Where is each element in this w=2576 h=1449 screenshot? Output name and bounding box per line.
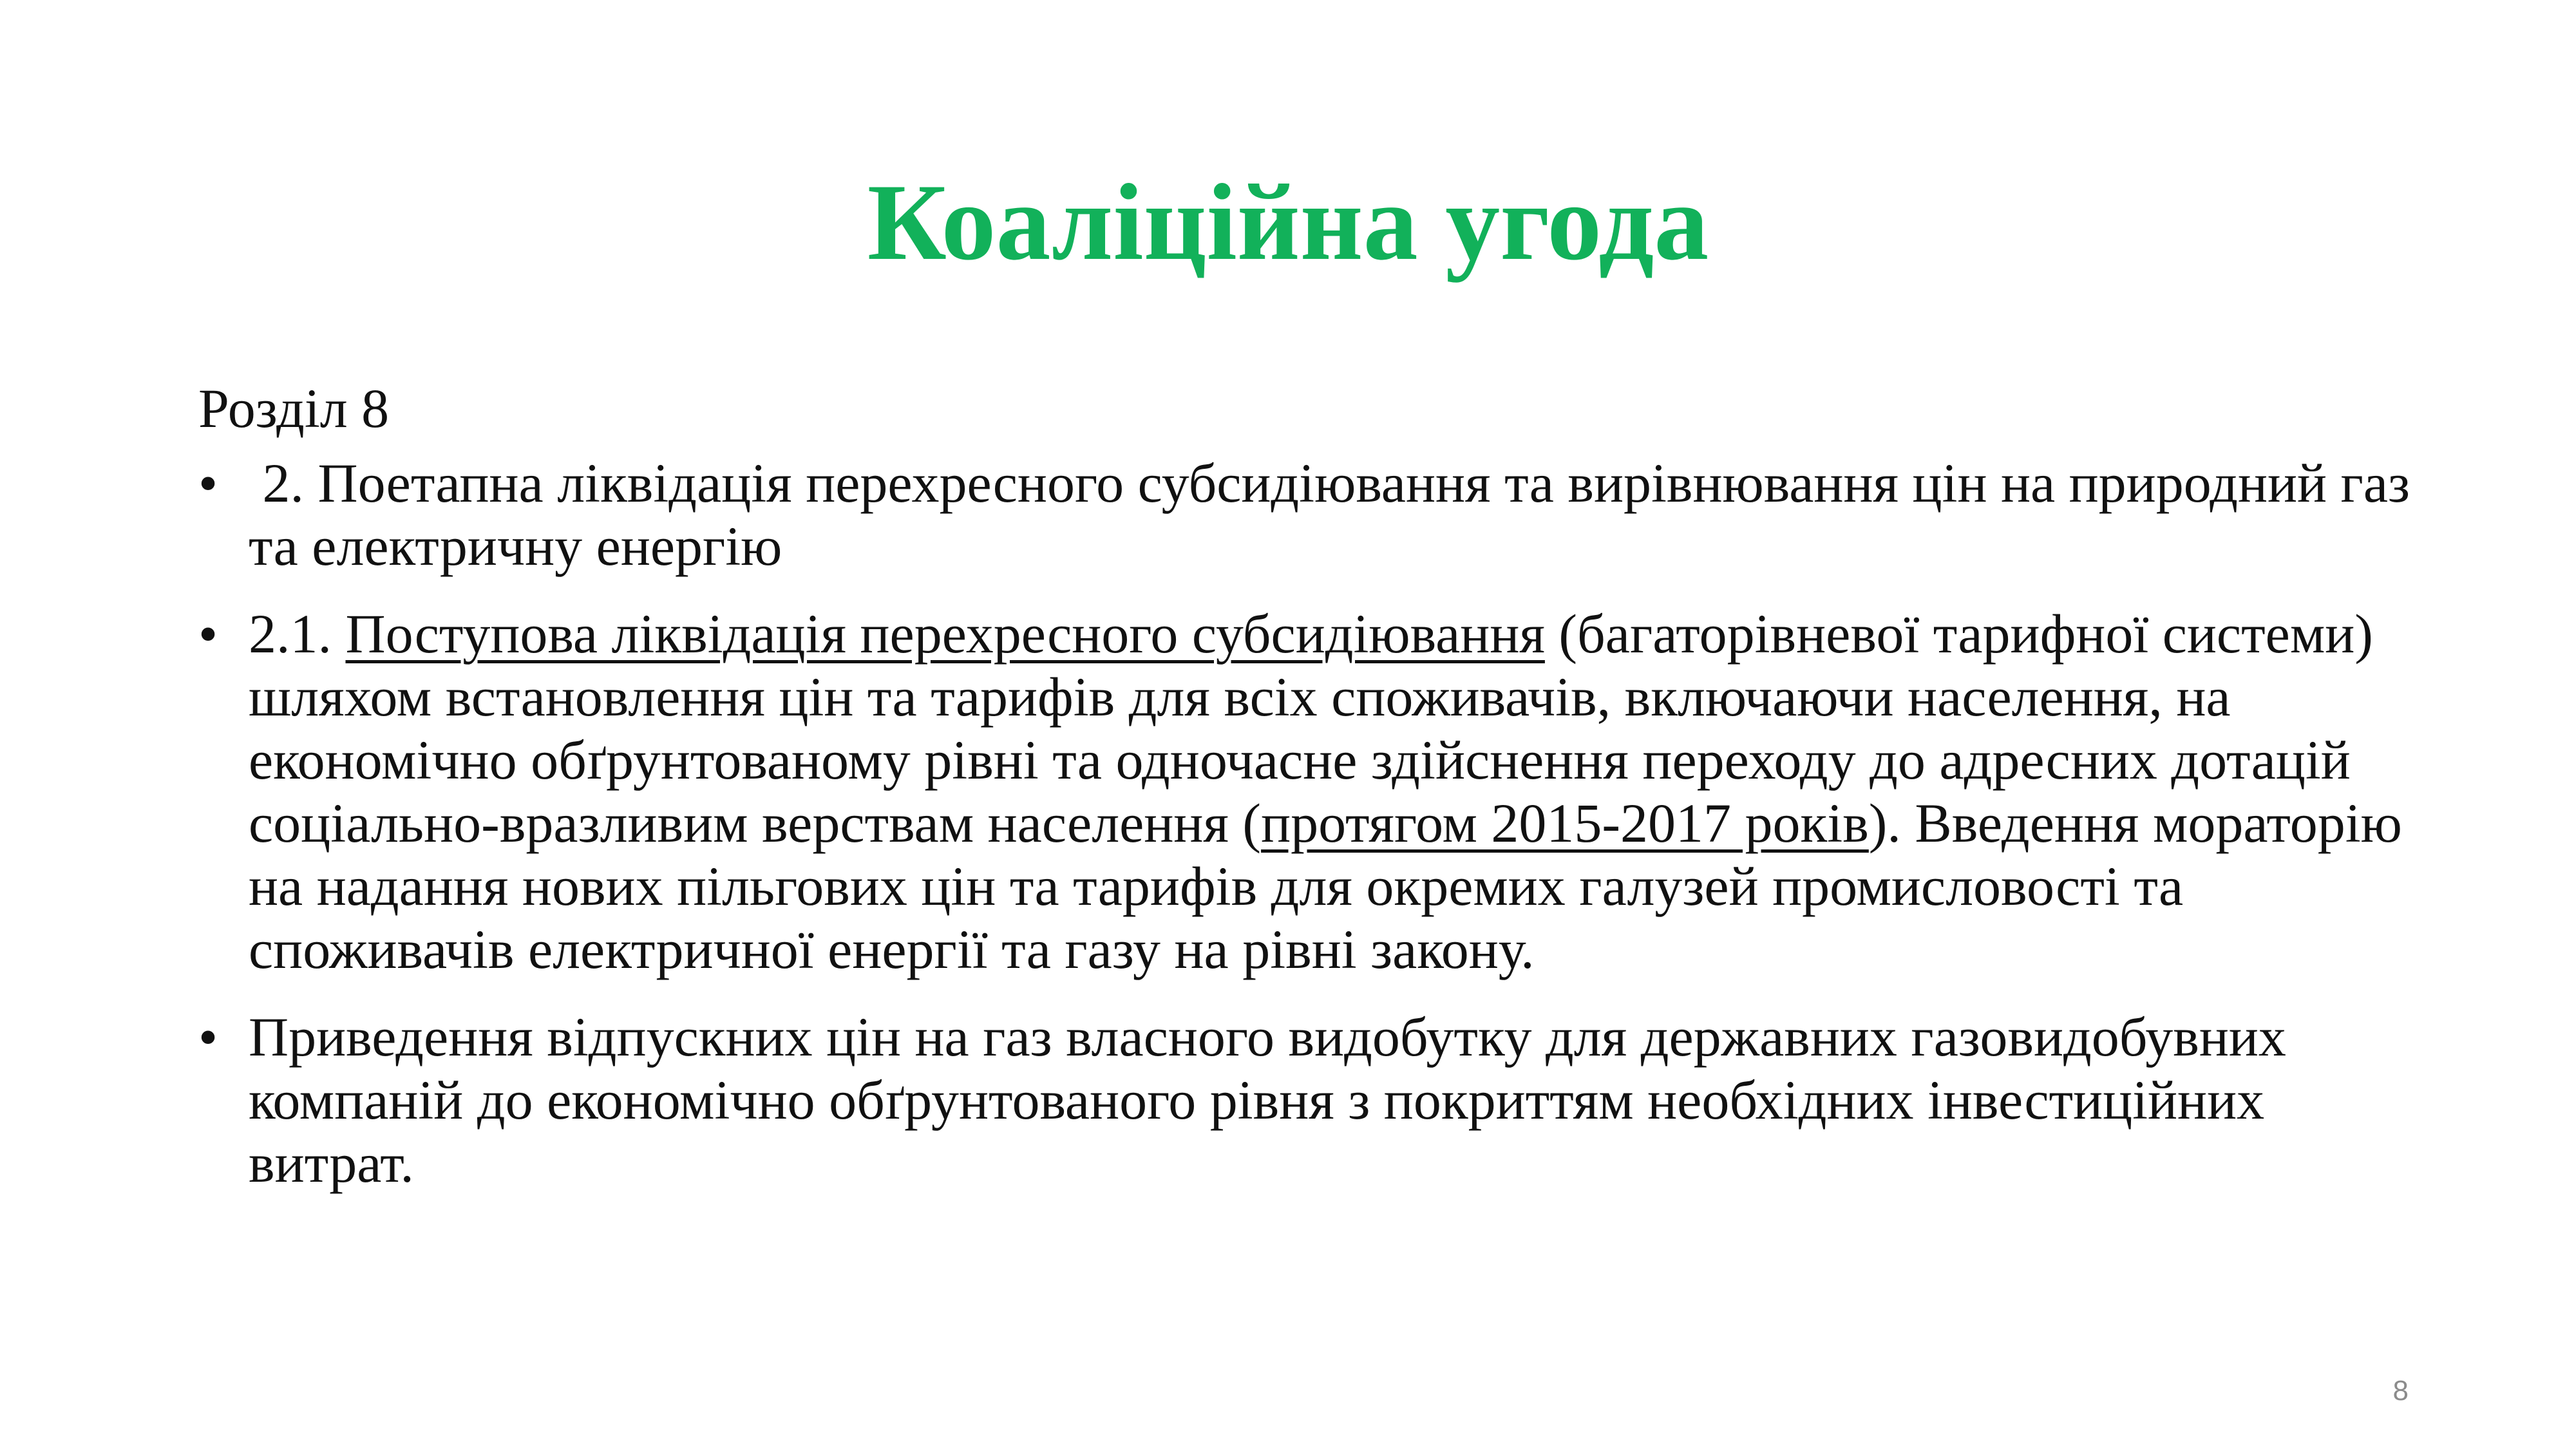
bullet-list bbox=[198, 451, 2424, 1195]
section-label: Розділ 8 bbox=[198, 377, 390, 439]
slide-content bbox=[198, 377, 2424, 1219]
bullet-text: (багаторівневої тарифної системи) шляхом встановлення цін та тарифів для всіх споживачів, включаючи населення, на економічно обґрунтованому рівні та одночасне здійснення переходу до адресних дотацій соціально-вразливим верствам населення ( bbox=[249, 603, 2373, 854]
bullet-text: 2. Поетапна ліквідація перехресного субсидіювання та вирівнювання цін на природний газ та електричну енергію bbox=[249, 452, 2424, 577]
bullet-icon: • bbox=[198, 452, 218, 514]
bullet-text: Приведення відпускних цін на газ власного видобутку для державних газовидобувних компаній до економічно обґрунтованого рівня з покриттям необхідних інвестиційних витрат. bbox=[249, 1006, 2286, 1194]
slide-title: Коаліційна угода bbox=[867, 162, 1709, 283]
bullet-icon: • bbox=[198, 603, 218, 665]
page-number: 8 bbox=[2392, 1375, 2409, 1406]
bullet-prefix: 2.1. bbox=[249, 603, 346, 665]
bullet-text-end: ). Введення мораторію на надання нових пільгових цін та тарифів для окремих галузей промисловості та споживачів електричної енергії та газу на рівні закону. bbox=[249, 792, 2402, 980]
bullet-item-3 bbox=[198, 1005, 2414, 1195]
bullet-item-1 bbox=[198, 451, 2424, 578]
underlined-period: протягом 2015-2017 років bbox=[1261, 792, 1869, 854]
underlined-phrase: Поступова ліквідація перехресного субсидіювання bbox=[345, 603, 1545, 665]
bullet-item-2 bbox=[198, 602, 2414, 981]
bullet-icon: • bbox=[198, 1006, 218, 1068]
